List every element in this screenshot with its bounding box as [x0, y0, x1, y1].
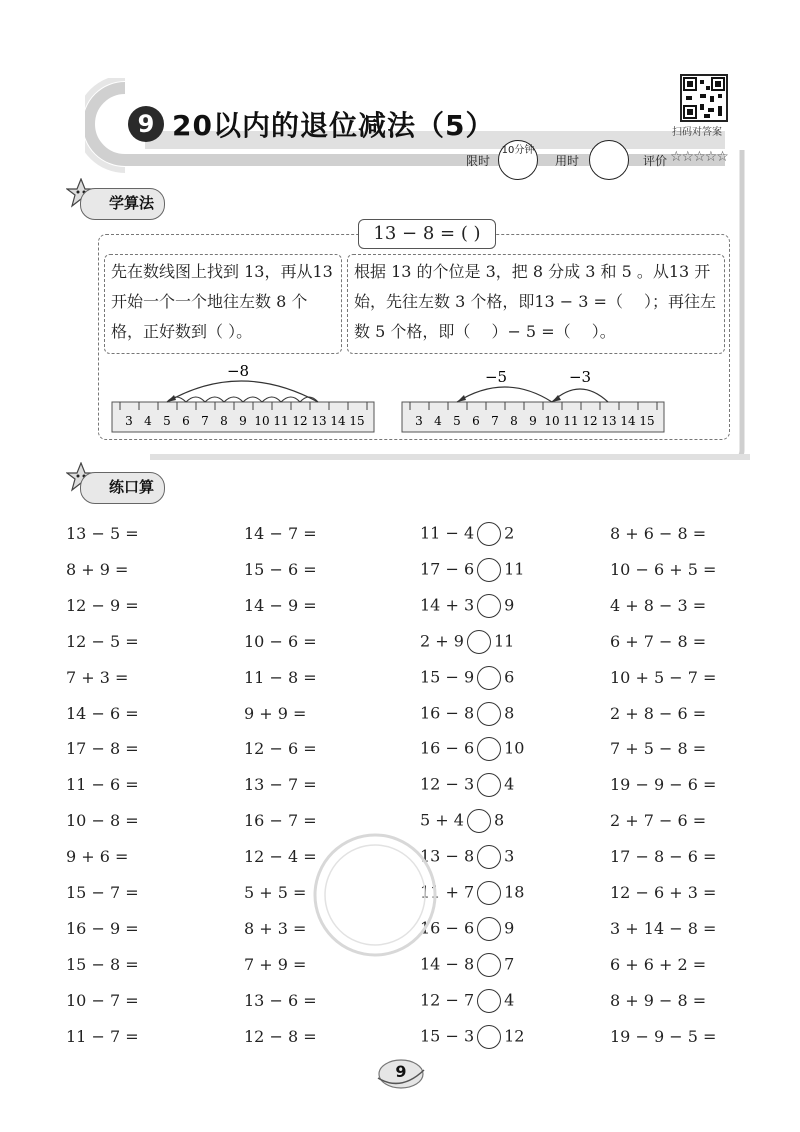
number-line-label: 3	[415, 414, 423, 428]
number-line-label: 12	[582, 414, 598, 428]
compare-right: 12	[504, 1026, 525, 1046]
practice-problem[interactable]: 13 − 5 =	[66, 524, 139, 543]
compare-left: 17 − 6	[420, 559, 475, 579]
practice-problem[interactable]: 10 − 6 =	[244, 631, 317, 651]
compare-right: 4	[504, 774, 515, 794]
number-line-label: 6	[472, 414, 480, 428]
compare-answer-circle[interactable]	[477, 917, 501, 941]
compare-left: 14 + 3	[420, 595, 475, 615]
compare-answer-circle[interactable]	[477, 522, 501, 546]
compare-answer-circle[interactable]	[477, 989, 501, 1013]
compare-answer-circle[interactable]	[477, 845, 501, 869]
practice-problem[interactable]: 11 − 6 =	[66, 775, 139, 795]
compare-answer-circle[interactable]	[477, 558, 501, 582]
compare-problem	[420, 594, 514, 618]
compare-problem	[420, 558, 524, 582]
practice-problem[interactable]: 15 − 8 =	[66, 954, 139, 974]
practice-problem[interactable]: 12 − 8 =	[244, 1026, 317, 1046]
compare-right: 9	[504, 595, 515, 615]
compare-problem	[420, 1025, 524, 1049]
practice-problem[interactable]: 14 − 7 =	[244, 524, 317, 543]
method-text-2: 根据 13 的个位是 3，把 8 分成 3 和 5 。从13 开始，先往左数 3 个格，即13 − 3 =（ ）；再往左数 5 个格，即（ ）− 5 =（ ）。	[347, 254, 725, 354]
number-line-label: 14	[330, 414, 346, 428]
number-line-label: 5	[163, 414, 171, 428]
compare-right: 10	[504, 738, 525, 758]
compare-left: 13 − 8	[420, 846, 475, 866]
number-line-label: 5	[453, 414, 461, 428]
compare-answer-circle[interactable]	[477, 773, 501, 797]
compare-problem	[420, 773, 514, 797]
practice-problem[interactable]: 10 + 5 − 7 =	[610, 667, 717, 687]
practice-problem[interactable]: 11 − 7 =	[66, 1026, 139, 1046]
page-number: 9	[395, 1062, 407, 1081]
number-line-label: 6	[182, 414, 190, 428]
compare-answer-circle[interactable]	[477, 702, 501, 726]
practice-problem[interactable]: 2 + 8 − 6 =	[610, 703, 707, 723]
practice-problem[interactable]: 7 + 3 =	[66, 667, 129, 687]
compare-answer-circle[interactable]	[477, 666, 501, 690]
practice-problem[interactable]: 7 + 9 =	[244, 954, 307, 974]
practice-problem[interactable]: 12 − 6 + 3 =	[610, 883, 717, 902]
compare-left: 11 + 7	[420, 882, 475, 902]
number-line-1-arc-label: −8	[226, 362, 250, 380]
compare-left: 2 + 9	[420, 631, 464, 651]
practice-problem[interactable]: 16 − 7 =	[244, 811, 317, 831]
practice-problem[interactable]: 11 − 8 =	[244, 667, 317, 687]
practice-problem[interactable]: 16 − 9 =	[66, 918, 139, 938]
practice-problem[interactable]: 17 − 8 − 6 =	[610, 847, 717, 867]
number-line-label: 4	[434, 414, 442, 428]
compare-left: 15 − 9	[420, 667, 475, 687]
number-line-label: 13	[311, 414, 327, 428]
compare-right: 8	[504, 703, 515, 722]
number-line-label: 3	[125, 414, 133, 428]
number-line-label: 8	[220, 414, 228, 428]
number-line-label: 10	[254, 414, 270, 428]
time-used-field[interactable]	[589, 140, 629, 180]
practice-problem[interactable]: 8 + 9 − 8 =	[610, 990, 707, 1010]
practice-problem[interactable]: 4 + 8 − 3 =	[610, 595, 707, 615]
practice-problem[interactable]: 13 − 7 =	[244, 775, 317, 795]
number-line-2	[400, 362, 668, 434]
practice-problem[interactable]: 12 − 6 =	[244, 739, 317, 759]
compare-right: 11	[504, 559, 525, 579]
practice-problem[interactable]: 5 + 5 =	[244, 883, 307, 902]
compare-answer-circle[interactable]	[477, 594, 501, 618]
compare-right: 2	[504, 523, 515, 543]
number-line-label: 10	[544, 414, 560, 428]
number-line-label: 12	[292, 414, 308, 428]
time-used-label: 用时	[555, 154, 580, 168]
time-limit-value: 10分钟	[498, 140, 538, 180]
compare-left: 5 + 4	[420, 810, 464, 830]
number-line-label: 11	[273, 414, 289, 428]
compare-right: 4	[504, 990, 515, 1010]
number-line-label: 8	[510, 414, 518, 428]
mid-border-line	[150, 450, 750, 464]
section-practice-title: 练口算	[80, 472, 165, 504]
number-line-label: 14	[620, 414, 636, 428]
number-line-label: 15	[349, 414, 365, 428]
practice-problem[interactable]: 14 − 6 =	[66, 703, 139, 723]
compare-answer-circle[interactable]	[477, 737, 501, 761]
number-line-label: 7	[201, 414, 209, 428]
compare-answer-circle[interactable]	[477, 953, 501, 977]
practice-problem[interactable]: 7 + 5 − 8 =	[610, 739, 707, 759]
compare-left: 11 − 4	[420, 523, 475, 543]
practice-problem[interactable]: 6 + 7 − 8 =	[610, 631, 707, 651]
practice-problem[interactable]: 12 − 4 =	[244, 847, 317, 867]
practice-problem[interactable]: 15 − 6 =	[244, 559, 317, 579]
watermark-seal	[300, 820, 450, 970]
compare-answer-circle[interactable]	[467, 630, 491, 654]
compare-right: 7	[504, 954, 515, 974]
practice-problem[interactable]: 6 + 6 + 2 =	[610, 954, 707, 974]
number-line-label: 9	[239, 414, 247, 428]
compare-left: 12 − 7	[420, 990, 475, 1010]
qr-label: 扫码对答案	[672, 127, 722, 138]
practice-problem[interactable]: 3 + 14 − 8 =	[610, 918, 717, 938]
method-equation: 13 − 8 = ( )	[358, 219, 496, 249]
qr-code-icon[interactable]	[680, 74, 728, 122]
practice-problem[interactable]: 8 + 6 − 8 =	[610, 524, 707, 543]
compare-right: 11	[493, 631, 515, 651]
number-line-2-arc-label-b: −3	[568, 368, 592, 386]
practice-problem[interactable]: 12 − 9 =	[66, 595, 139, 615]
number-line-label: 13	[601, 414, 617, 428]
compare-problem	[420, 737, 524, 761]
practice-problem[interactable]: 8 + 3 =	[244, 918, 307, 938]
compare-left: 15 − 3	[420, 1026, 475, 1046]
practice-problem[interactable]: 10 − 7 =	[66, 990, 139, 1010]
method-text-1: 先在数线图上找到 13，再从13 开始一个一个地往左数 8 个格，正好数到（ ）。	[104, 254, 342, 354]
compare-problem	[420, 666, 514, 690]
practice-problem[interactable]: 19 − 9 − 6 =	[610, 775, 717, 795]
practice-problem[interactable]: 10 − 6 + 5 =	[610, 559, 717, 579]
practice-problem[interactable]: 9 + 9 =	[244, 703, 307, 723]
practice-problem[interactable]: 19 − 9 − 5 =	[610, 1026, 717, 1046]
compare-problem	[420, 702, 514, 726]
compare-left: 14 − 8	[420, 954, 475, 974]
compare-right: 18	[504, 882, 525, 902]
time-limit-label: 限时	[466, 154, 491, 168]
compare-left: 16 − 6	[420, 918, 475, 938]
compare-problem	[420, 522, 514, 546]
number-line-label: 7	[491, 414, 499, 428]
number-line-1	[110, 362, 378, 434]
practice-problem[interactable]: 13 − 6 =	[244, 990, 317, 1010]
practice-problem[interactable]: 15 − 7 =	[66, 883, 139, 902]
number-line-label: 4	[144, 414, 152, 428]
section-learn-title: 学算法	[80, 188, 165, 220]
practice-problem[interactable]: 9 + 6 =	[66, 847, 129, 867]
number-line-label: 9	[529, 414, 537, 428]
compare-problem	[420, 989, 514, 1013]
practice-problem[interactable]: 10 − 8 =	[66, 811, 139, 831]
compare-answer-circle[interactable]	[477, 1025, 501, 1049]
lesson-number: 9	[128, 106, 164, 142]
practice-problem[interactable]: 14 − 9 =	[244, 595, 317, 615]
number-line-label: 15	[639, 414, 655, 428]
practice-problem[interactable]: 12 − 5 =	[66, 631, 139, 651]
compare-left: 12 − 3	[420, 774, 475, 794]
compare-answer-circle[interactable]	[467, 809, 491, 833]
number-line-label: 11	[563, 414, 579, 428]
rating-label: 评价	[643, 154, 668, 168]
page-title: 20以内的退位减法（5）	[172, 109, 495, 142]
compare-right: 6	[504, 667, 515, 687]
compare-right: 3	[504, 846, 515, 866]
rating-stars[interactable]: ☆☆☆☆☆	[670, 149, 728, 165]
compare-right: 8	[493, 810, 505, 830]
compare-right: 9	[504, 918, 515, 938]
compare-left: 16 − 8	[420, 703, 475, 722]
compare-left: 16 − 6	[420, 738, 475, 758]
practice-problem[interactable]: 17 − 8 =	[66, 739, 139, 759]
right-border-line	[735, 150, 749, 460]
practice-problem[interactable]: 2 + 7 − 6 =	[610, 811, 707, 831]
number-line-2-arc-label-a: −5	[484, 368, 508, 386]
compare-answer-circle[interactable]	[477, 881, 501, 905]
practice-problem[interactable]: 8 + 9 =	[66, 559, 129, 579]
compare-problem	[420, 630, 514, 654]
